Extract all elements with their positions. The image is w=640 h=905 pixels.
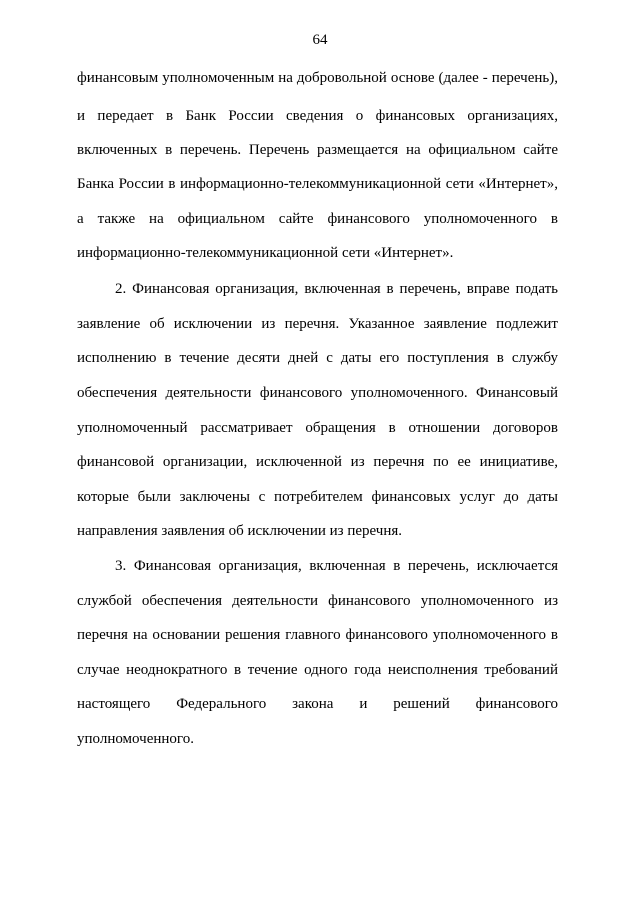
text-line: исполнению в течение десяти дней с даты его поступления в службу [77, 350, 558, 366]
text-line: Банка России в информационно-телекоммуникационной сети «Интернет», [77, 176, 558, 192]
text-line: уполномоченный рассматривает обращения в отношении договоров [77, 420, 558, 436]
text-line: включенных в перечень. Перечень размещается на официальном сайте [77, 142, 558, 158]
text-line: информационно-телекоммуникационной сети «Интернет». [77, 245, 454, 261]
text-line: обеспечения деятельности финансового уполномоченного. Финансовый [77, 385, 558, 401]
text-line: а также на официальном сайте финансового уполномоченного в [77, 211, 558, 227]
text-line: случае неоднократного в течение одного года неисполнения требований [77, 662, 558, 678]
paragraph-2-first-line: 2. Финансовая организация, включенная в перечень, вправе подать [115, 281, 558, 297]
text-line: финансовым уполномоченным на добровольной основе (далее - перечень), [77, 70, 558, 86]
text-line: настоящего Федерального закона и решений финансового [77, 696, 558, 712]
paragraph-3-first-line: 3. Финансовая организация, включенная в перечень, исключается [115, 558, 558, 574]
text-line: направления заявления об исключении из перечня. [77, 523, 403, 539]
text-line: финансовой организации, исключенной из перечня по ее инициативе, [77, 454, 558, 470]
text-line: уполномоченного. [77, 731, 194, 747]
text-line: заявление об исключении из перечня. Указанное заявление подлежит [77, 316, 558, 332]
text-line: перечня на основании решения главного финансового уполномоченного в [77, 627, 558, 643]
text-line: службой обеспечения деятельности финансового уполномоченного из [77, 593, 558, 609]
text-line: которые были заключены с потребителем финансовых услуг до даты [77, 489, 558, 505]
page-number: 64 [312, 32, 328, 48]
text-line: и передает в Банк России сведения о финансовых организациях, [77, 108, 558, 124]
